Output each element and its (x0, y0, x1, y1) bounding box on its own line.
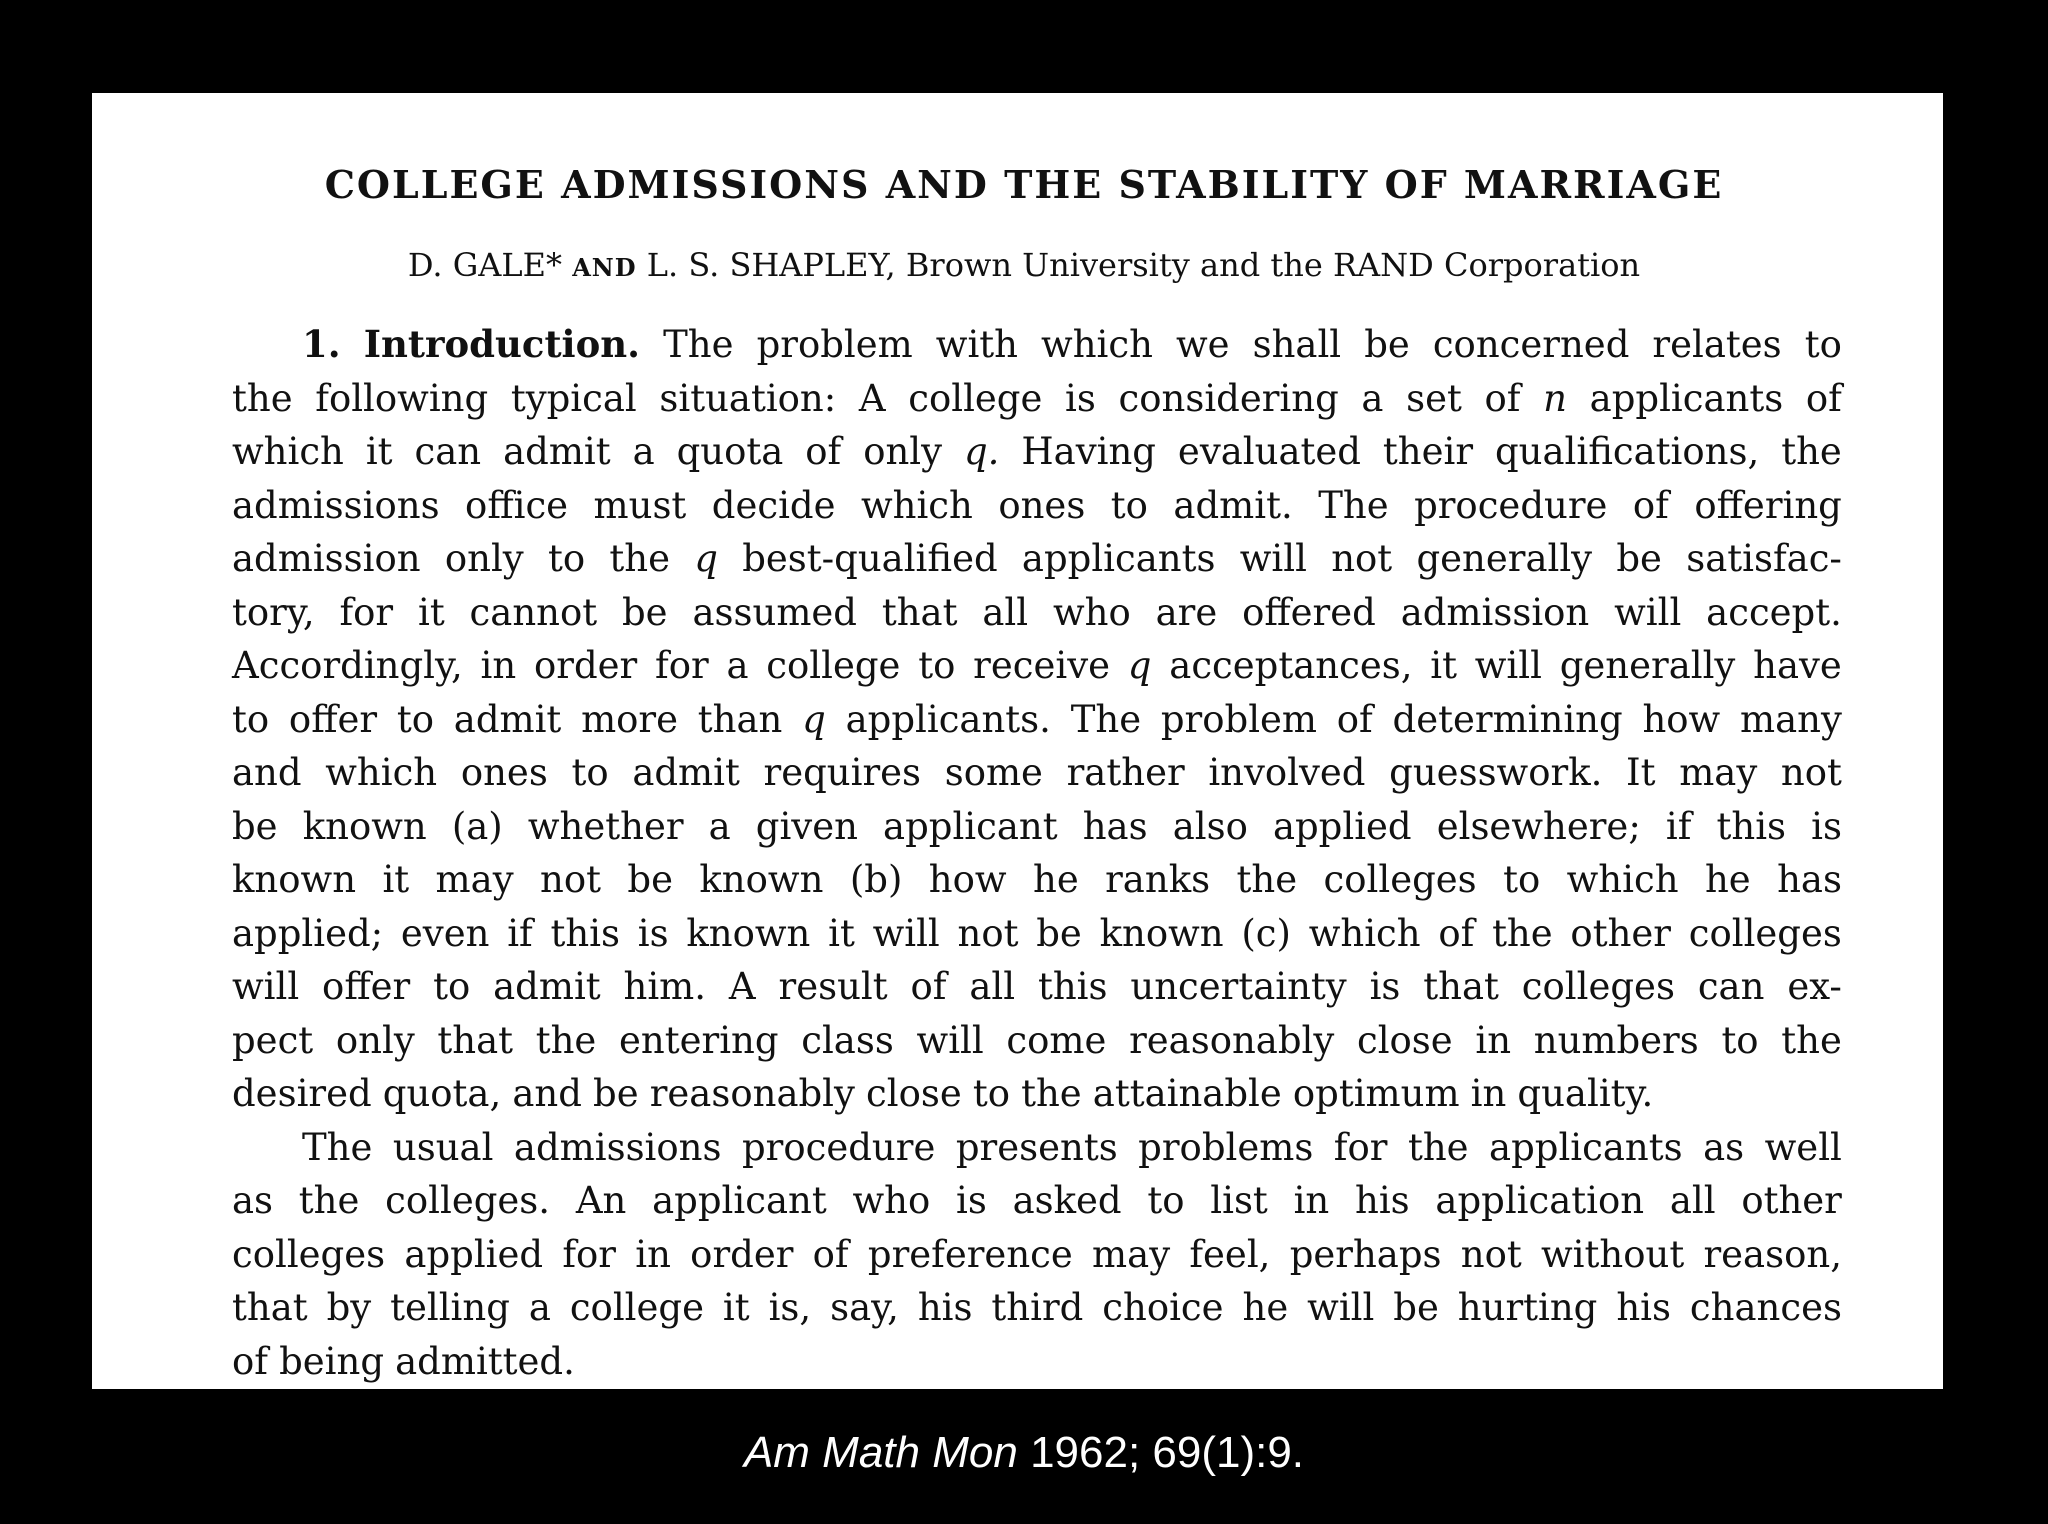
body-word: presents (955, 1125, 1118, 1169)
body-word: applicants (1021, 537, 1216, 580)
body-word: uncertainty (1130, 965, 1347, 1008)
body-word: be (622, 590, 668, 634)
body-word: close (866, 1072, 962, 1115)
body-word: rather (1066, 751, 1185, 794)
body-word: considering (1118, 376, 1339, 420)
body-word: third (991, 1286, 1084, 1329)
paper-body (232, 318, 1842, 1388)
body-word: (a) (451, 804, 503, 848)
body-word: with (935, 323, 1018, 366)
body-word: that (232, 1286, 308, 1329)
body-word: be (1393, 1286, 1439, 1329)
body-word: admission (232, 537, 421, 580)
citation-journal: Am Math Mon (743, 1428, 1018, 1477)
body-word: relates (1652, 323, 1782, 366)
body-word: An (575, 1179, 627, 1222)
body-word: will (232, 965, 300, 1008)
body-word: be (232, 804, 278, 848)
body-word: without (1541, 1232, 1685, 1276)
paragraph-1-line (232, 746, 1842, 800)
body-word: desired (232, 1072, 372, 1115)
paragraph-1-line (232, 639, 1842, 693)
body-word: will (1239, 537, 1307, 580)
body-word: which (1308, 911, 1421, 955)
body-word: generally (1559, 644, 1736, 687)
body-word: asked (1012, 1179, 1122, 1222)
body-word: in (480, 644, 517, 687)
body-word: come (1006, 1018, 1107, 1062)
paper-authors (0, 246, 2048, 284)
body-word: many (1739, 697, 1842, 741)
body-word: colleges (1521, 965, 1675, 1008)
body-word: for (339, 590, 394, 634)
body-word: procedure (741, 1125, 936, 1169)
body-word: admit (632, 751, 740, 794)
body-word: to (547, 537, 586, 580)
body-word: will (916, 1018, 984, 1062)
body-word: in (1470, 1072, 1507, 1115)
body-word: Introduction. (363, 322, 641, 366)
body-word: in (1475, 1018, 1512, 1062)
body-word: must (593, 483, 687, 527)
body-word: typical (510, 376, 637, 420)
author-affiliation: Brown University and the RAND Corporation (905, 246, 1641, 284)
body-word: admissions (232, 483, 440, 527)
body-word: requires (763, 751, 922, 794)
body-word: of (1438, 911, 1475, 955)
body-word: more (581, 697, 679, 741)
body-word: for (655, 644, 709, 687)
body-word: situation: (659, 376, 837, 420)
body-word: problem (1160, 697, 1318, 741)
body-word: college (766, 644, 901, 687)
paragraph-2-line (232, 1228, 1842, 1282)
body-word: admit (493, 965, 601, 1008)
body-word: and (512, 1072, 582, 1115)
body-word: set (1406, 376, 1462, 420)
author-connector: AND (572, 253, 637, 282)
body-word: well (1764, 1125, 1842, 1169)
body-word: close (1356, 1018, 1453, 1062)
body-word: the (298, 1179, 360, 1222)
body-word: has (1777, 858, 1842, 901)
paragraph-1-line (232, 1067, 1842, 1121)
body-word: is (955, 1179, 987, 1222)
body-word: this (1716, 804, 1787, 848)
body-word: q. (963, 430, 1000, 473)
body-word: admission (1400, 590, 1590, 634)
body-word: to (1110, 483, 1148, 527)
body-word: will (1307, 1286, 1375, 1329)
citation-details: 1962; 69(1):9. (1030, 1428, 1305, 1477)
body-word: applicant (652, 1179, 827, 1222)
body-word: perhaps (1289, 1232, 1442, 1276)
body-word: A (728, 965, 756, 1008)
body-word: say, (830, 1286, 899, 1329)
body-word: office (465, 483, 569, 527)
body-word: of (1805, 376, 1842, 420)
body-word: a (632, 430, 655, 473)
paragraph-1-line (232, 853, 1842, 907)
body-word: it (1430, 644, 1457, 687)
body-word: the (1407, 1125, 1469, 1169)
body-word: which (1566, 858, 1679, 901)
body-word: Accordingly, (232, 644, 463, 687)
body-word: all (1669, 1179, 1716, 1222)
body-word: in (1293, 1179, 1330, 1222)
body-word: receive (973, 644, 1111, 687)
author-second: L. S. SHAPLEY, (646, 246, 896, 284)
body-word: cannot (469, 590, 598, 634)
body-word: only (863, 430, 943, 473)
body-word: his (1354, 1179, 1410, 1222)
body-word: applicant (883, 804, 1058, 848)
body-word: accept. (1706, 590, 1842, 634)
body-word: not (957, 911, 1019, 955)
body-word: admit. (1173, 483, 1293, 527)
body-word: which (232, 430, 344, 473)
body-word: not (1331, 537, 1393, 580)
body-word: this (1037, 965, 1108, 1008)
body-word: choice (1102, 1286, 1224, 1329)
body-word: to (571, 751, 609, 794)
body-word: which (325, 751, 438, 794)
body-word: it (722, 1286, 750, 1329)
body-word: how (1642, 697, 1721, 741)
body-word: a (726, 644, 749, 687)
body-word: to (1503, 858, 1541, 901)
body-word: being (279, 1339, 385, 1383)
body-word: entering (619, 1018, 779, 1062)
body-word: The (663, 323, 734, 366)
body-word: chances (1689, 1286, 1842, 1329)
body-word: only (444, 537, 524, 580)
paragraph-1-line (232, 479, 1842, 533)
body-word: his (917, 1286, 973, 1329)
body-word: attainable (1092, 1072, 1282, 1115)
paragraph-1-line (232, 800, 1842, 854)
body-word: list (1210, 1179, 1268, 1222)
body-word: hurting (1457, 1286, 1598, 1329)
body-word: offering (1694, 483, 1842, 527)
body-word: qualifications, (1494, 430, 1760, 473)
body-word: will (1614, 590, 1682, 634)
body-word: if (507, 911, 533, 955)
body-word: have (1753, 644, 1842, 687)
body-word: elsewhere; (1436, 804, 1641, 848)
body-word: applied; (232, 911, 384, 955)
body-word: of (1484, 376, 1521, 420)
paragraph-2-line (232, 1174, 1842, 1228)
body-word: it (365, 430, 393, 473)
body-word: as (1703, 1125, 1745, 1169)
body-word: of (812, 1232, 849, 1276)
body-word: the (232, 376, 293, 420)
body-word: ranks (1105, 858, 1211, 901)
paragraph-1-line (232, 372, 1842, 426)
body-word: A (858, 376, 886, 420)
body-word: applicants (1489, 1125, 1683, 1169)
body-word: guesswork. (1389, 751, 1603, 794)
body-word: problems (1138, 1125, 1314, 1169)
body-word: best-qualified (742, 537, 998, 580)
body-word: known (1099, 911, 1224, 955)
body-word: he (1032, 858, 1079, 901)
body-word: as (232, 1179, 274, 1222)
body-word: will (1474, 644, 1542, 687)
body-word: involved (1208, 751, 1366, 794)
body-word: that (437, 1018, 514, 1062)
body-word: order (690, 1232, 794, 1276)
body-word: it (417, 590, 445, 634)
body-word: to (232, 697, 270, 741)
body-word: preference (867, 1232, 1073, 1276)
body-word: The (302, 1125, 373, 1169)
body-word: to (1804, 323, 1842, 366)
body-word: ones (460, 751, 548, 794)
body-word: known (302, 804, 427, 848)
body-word: college (569, 1286, 704, 1329)
body-word: who (852, 1179, 931, 1222)
body-word: colleges (1323, 858, 1477, 901)
body-word: it (828, 911, 855, 955)
paper-title: COLLEGE ADMISSIONS AND THE STABILITY OF MARRIAGE (324, 162, 1724, 207)
body-word: q (694, 537, 718, 580)
paragraph-1-line (232, 693, 1842, 747)
body-word: acceptances, (1169, 644, 1413, 687)
body-word: admitted. (395, 1339, 575, 1383)
body-word: usual (392, 1125, 494, 1169)
body-word: the (1236, 858, 1298, 901)
body-word: and (232, 751, 302, 794)
body-word: can (414, 430, 482, 473)
body-word: their (1382, 430, 1474, 473)
body-word: he (1704, 858, 1751, 901)
body-word: pect (232, 1018, 314, 1062)
body-word: also (1172, 804, 1248, 848)
body-word: of (805, 430, 842, 473)
body-word: the (1492, 911, 1553, 955)
body-word: be (627, 858, 673, 901)
body-word: for (562, 1232, 616, 1276)
body-word: offered (1242, 590, 1376, 634)
body-word: he (1242, 1286, 1289, 1329)
body-word: the (609, 537, 670, 580)
body-word: that (1423, 965, 1499, 1008)
body-word: the (535, 1018, 597, 1062)
body-word: even (400, 911, 490, 955)
citation-caption (0, 1428, 2048, 1478)
body-word: Having (1021, 430, 1156, 473)
body-word: to (1147, 1179, 1185, 1222)
body-word: problem (756, 323, 913, 366)
body-word: all (969, 965, 1016, 1008)
body-word: not (1460, 1232, 1522, 1276)
body-word: decide (711, 483, 836, 527)
body-word: how (928, 858, 1007, 901)
body-word: It (1626, 751, 1656, 794)
body-word: to (433, 965, 471, 1008)
body-word: we (1175, 323, 1230, 366)
paragraph-1-line (232, 532, 1842, 586)
body-word: a (708, 804, 731, 848)
body-word: the (1781, 1018, 1842, 1062)
body-word: is (1811, 804, 1842, 848)
body-word: q (1127, 644, 1152, 687)
body-word: given (755, 804, 858, 848)
body-word: generally (1416, 537, 1593, 580)
body-word: numbers (1533, 1018, 1699, 1062)
body-word: order (533, 644, 638, 687)
body-word: n (1543, 376, 1567, 420)
body-word: be (593, 1072, 639, 1115)
paragraph-2-line (232, 1335, 1842, 1389)
body-word: is, (768, 1286, 812, 1329)
body-word: reasonably (649, 1072, 855, 1115)
body-word: be (1364, 323, 1410, 366)
body-word: applied (404, 1232, 544, 1276)
paragraph-1-line (232, 907, 1842, 961)
body-word: all (982, 590, 1029, 634)
body-word: that (881, 590, 958, 634)
body-word: to (972, 1072, 1010, 1115)
body-word: feel, (1189, 1232, 1271, 1276)
body-word: quota (676, 430, 784, 473)
body-word: optimum (1292, 1072, 1460, 1115)
paragraph-1-line (232, 1014, 1842, 1068)
body-word: to (396, 697, 434, 741)
body-word: some (944, 751, 1043, 794)
body-word: shall (1252, 323, 1342, 366)
body-word: be (1616, 537, 1662, 580)
body-word: him. (623, 965, 707, 1008)
body-word: college (908, 376, 1043, 420)
body-word: offer (288, 697, 378, 741)
body-word: the (1021, 1072, 1082, 1115)
paragraph-1-line (232, 425, 1842, 479)
body-word: class (801, 1018, 894, 1062)
body-word: in (635, 1232, 671, 1276)
paragraph-1-line (232, 586, 1842, 640)
body-word: The (1318, 483, 1389, 527)
body-word: reasonably (1129, 1018, 1335, 1062)
body-word: ones (998, 483, 1086, 527)
body-word: tory, (232, 590, 315, 634)
paragraph-2-line (232, 1121, 1842, 1175)
body-word: (b) (849, 858, 903, 901)
body-word: admissions (513, 1125, 722, 1169)
body-word: may (435, 858, 514, 901)
body-word: to (918, 644, 956, 687)
body-word: his (1616, 1286, 1671, 1329)
body-word: of (1632, 483, 1669, 527)
body-word: not (1780, 751, 1842, 794)
body-word: who (1052, 590, 1131, 634)
body-word: quality. (1517, 1072, 1654, 1115)
body-word: evaluated (1177, 430, 1361, 473)
body-word: will (872, 911, 940, 955)
body-word: may (1092, 1232, 1171, 1276)
body-word: reason, (1703, 1232, 1842, 1276)
body-word: it (382, 858, 410, 901)
body-word: applied (1272, 804, 1412, 848)
paragraph-1-line (232, 960, 1842, 1014)
body-word: is (1369, 965, 1401, 1008)
body-word: are (1155, 590, 1218, 634)
body-word: The (1070, 697, 1142, 741)
body-word: to (1721, 1018, 1759, 1062)
body-word: following (315, 376, 489, 420)
body-word: telling (390, 1286, 510, 1329)
body-word: colleges. (385, 1179, 551, 1222)
body-word: may (1679, 751, 1758, 794)
body-word: 1. (302, 322, 341, 366)
body-word: known (232, 858, 357, 901)
body-word: admit (503, 430, 611, 473)
paragraph-1-line (232, 318, 1842, 372)
body-word: concerned (1432, 323, 1630, 366)
body-word: can (1697, 965, 1765, 1008)
body-word: by (326, 1286, 372, 1329)
body-word: assumed (692, 590, 857, 634)
body-word: q (802, 697, 826, 741)
body-word: result (778, 965, 888, 1008)
body-word: application (1435, 1179, 1645, 1222)
body-word: determining (1392, 697, 1623, 741)
body-word: the (1781, 430, 1842, 473)
author-first: D. GALE* (407, 246, 563, 284)
body-word: not (540, 858, 601, 901)
body-word: (c) (1241, 911, 1291, 955)
body-word: ex- (1787, 965, 1842, 1008)
body-word: admit (453, 697, 562, 741)
body-word: other (1570, 911, 1671, 955)
body-word: colleges (232, 1232, 386, 1276)
body-word: other (1741, 1179, 1842, 1222)
body-word: a (1361, 376, 1384, 420)
paragraph-2-line (232, 1281, 1842, 1335)
body-word: colleges (1688, 911, 1842, 955)
body-word: which (860, 483, 973, 527)
body-word: applicants. (845, 697, 1051, 741)
body-word: whether (527, 804, 684, 848)
body-word: than (697, 697, 783, 741)
body-word: a (528, 1286, 551, 1329)
body-word: satisfac- (1686, 537, 1842, 580)
body-word: which (1041, 323, 1153, 366)
body-word: be (1036, 911, 1082, 955)
body-word: applicants (1589, 376, 1784, 420)
body-word: is (1065, 376, 1096, 420)
body-word: procedure (1414, 483, 1608, 527)
body-word: known (686, 911, 811, 955)
body-word: quota, (382, 1072, 502, 1115)
body-word: of (1336, 697, 1373, 741)
body-word: only (335, 1018, 415, 1062)
body-word: this (550, 911, 620, 955)
body-word: if (1665, 804, 1692, 848)
body-word: offer (322, 965, 411, 1008)
body-word: of (910, 965, 947, 1008)
body-word: known (699, 858, 824, 901)
body-word: has (1082, 804, 1148, 848)
body-word: of (232, 1339, 268, 1383)
body-word: for (1333, 1125, 1388, 1169)
body-word: is (637, 911, 669, 955)
